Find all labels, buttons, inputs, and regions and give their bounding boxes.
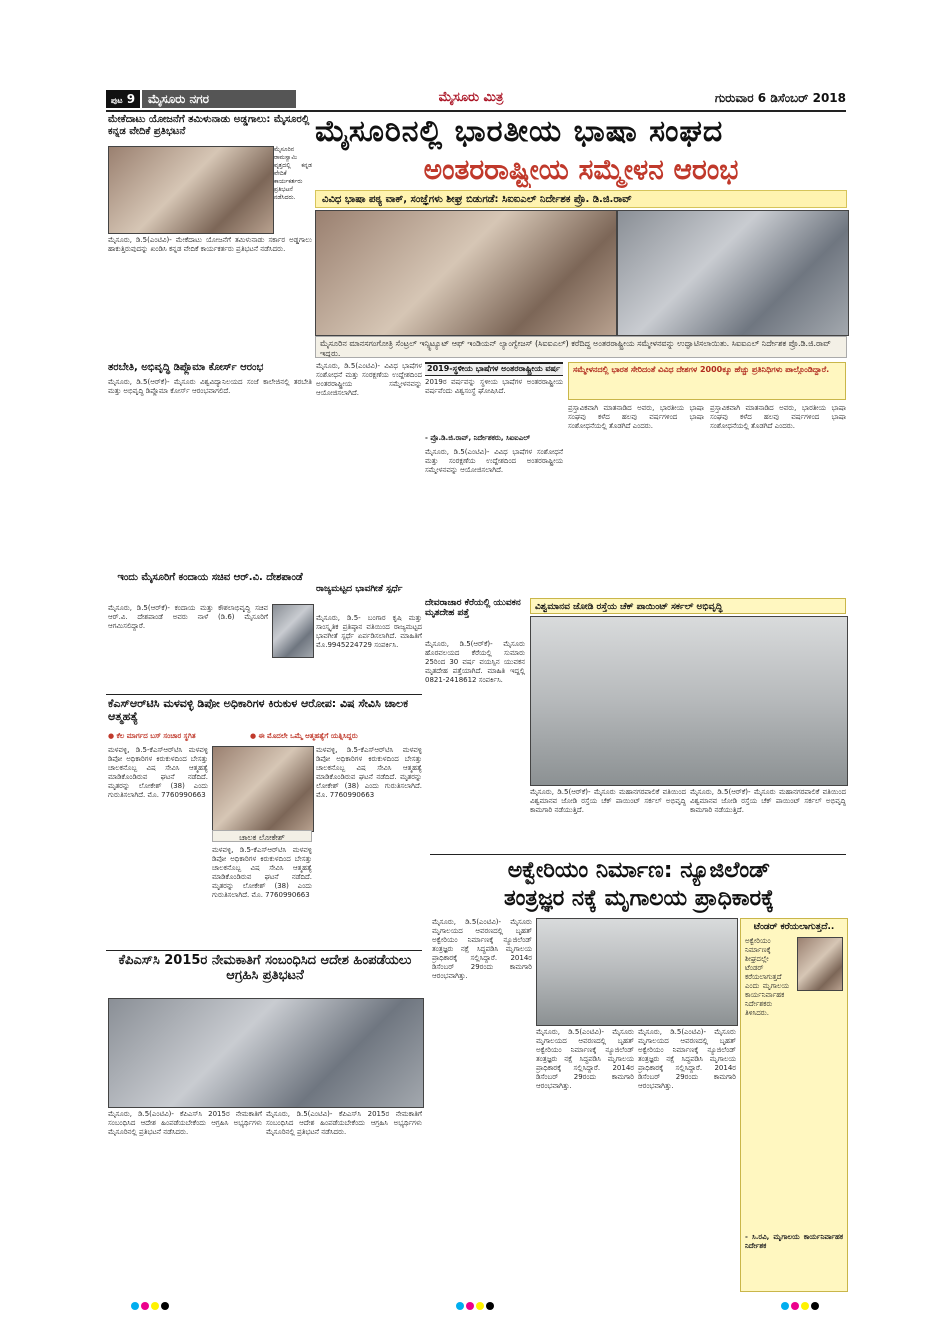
ksrtc-body-c: ಮಳವಳ್ಳಿ, ಡಿ.5-ಕೆಎಸ್‌ಆರ್‌ಟಿಸಿ ಮಳವಳ್ಳಿ ಡಿಪೋ ಅಧಿಕಾರಿಗಳ ಕಿರುಕುಳದಿಂದ ಬೇಸತ್ತು ಚಾಲಕನೊಬ್ಬ ವಿಷ ಸೇವಿಸಿ ಆತ್ಮಹತ್ಯೆ ಮಾಡಿಕೊಂಡಿರುವ ಘಟನೆ ನಡೆದಿದೆ. ಮೃತರನ್ನು ಲೋಕೇಶ್ (38) ಎಂದು ಗುರುತಿಸಲಾಗಿದೆ. ಮೊ. 7760990663 <box>316 746 422 799</box>
center-box-credit: - ಪ್ರೊ.ಡಿ.ಜಿ.ರಾವ್, ನಿರ್ದೇಶಕರು, ಸಿಐಐಎಲ್ <box>425 434 531 442</box>
aquarium-site-photo <box>536 918 738 1026</box>
masthead <box>106 88 846 112</box>
divider <box>106 950 422 951</box>
lead-caption: ಮೈಸೂರಿನ ಮಾನಸಗಂಗೋತ್ರಿ ಸೆಂಟ್ರಲ್ ಇನ್ಸ್ಟಿಟ್ಯೂಟ್ ಆಫ್ ಇಂಡಿಯನ್ ಲ್ಯಾಂಗ್ವೇಜಸ್ (ಸಿಐಐಎಲ್) ಕರೆದಿದ್ದ ಅಂತರರಾಷ್ಟ್ರೀಯ ಸಮ್ಮೇಳನವನ್ನು ಉದ್ಘಾಟಿಸಲಾಯಿತು. ಸಿಐಐಎಲ್ ನಿರ್ದೇಶಕ ಪ್ರೊ.ಡಿ.ಜಿ.ರಾವ್ ಇದ್ದರು. <box>315 336 847 358</box>
left-low-body: ಮೈಸೂರು, ಡಿ.5(ಆರ್‌ಕೆ)- ಕಂದಾಯ ಮತ್ತು ಕೌಶಲಾಭಿವೃದ್ಧಿ ಸಚಿವ ಆರ್.ವಿ. ದೇಶಪಾಂಡೆ ಅವರು ನಾಳೆ (ಡಿ.6) ಮೈಸೂರಿಗೆ ಆಗಮಿಸಲಿದ್ದಾರೆ. <box>108 604 268 630</box>
kpsc-body-a: ಮೈಸೂರು, ಡಿ.5(ಎಂಟಿವಿ)- ಕೆಪಿಎಸ್‌ಸಿ 2015ರ ನೇಮಕಾತಿಗೆ ಸಂಬಂಧಿಸಿದ ಆದೇಶ ಹಿಂಪಡೆಯಬೇಕೆಂದು ಆಗ್ರಹಿಸಿ ಅಭ್ಯರ್ಥಿಗಳು ಮೈಸೂರಿನಲ್ಲಿ ಪ್ರತಿಭಟನೆ ನಡೆಸಿದರು. <box>108 1110 262 1136</box>
checkpoint-body-a: ಮೈಸೂರು, ಡಿ.5(ಆರ್‌ಕೆ)- ಮೈಸೂರು ಮಹಾನಗರಪಾಲಿಕೆ ವತಿಯಿಂದ ವಿಶ್ವಮಾನವ ಜೋಡಿ ರಸ್ತೆಯ ಚೆಕ್ ಪಾಯಿಂಟ್ ಸರ್ಕಲ್ ಅಭಿವೃದ್ಧಿ ಕಾಮಗಾರಿ ನಡೆಯುತ್ತಿದೆ. <box>530 788 686 814</box>
rajya-headline: ರಾಜ್ಯಮಟ್ಟದ ಭಾವಗೀತೆ ಸ್ಪರ್ಧೆ <box>316 584 403 594</box>
left-top-headline: ಮೇಕೆದಾಟು ಯೋಜನೆಗೆ ತಮಿಳುನಾಡು ಅಡ್ಡಗಾಲು: ಮೈಸೂರಲ್ಲಿ ಕನ್ನಡ ವೇದಿಕೆ ಪ್ರತಿಭಟನೆ <box>108 114 310 137</box>
lead-headline-second: ಅಂತರರಾಷ್ಟ್ರೀಯ ಸಮ್ಮೇಳನ ಆರಂಭ <box>423 153 739 186</box>
lead-photo-inauguration <box>315 210 617 336</box>
rajya-body: ಮೈಸೂರು, ಡಿ.5- ಬಂಗಾರ ಕೃಷಿ ಮತ್ತು ಸಾಂಸ್ಕೃತಿಕ ಪ್ರತಿಷ್ಠಾನ ವತಿಯಿಂದ ರಾಜ್ಯಮಟ್ಟದ ಭಾವಗೀತೆ ಸ್ಪರ್ಧೆ ಏರ್ಪಡಿಸಲಾಗಿದೆ. ಮಾಹಿತಿಗೆ ಮೊ.9945224729 ಸಂಪರ್ಕಿಸಿ. <box>316 614 422 649</box>
center-box-body: 2019ರ ವರ್ಷವನ್ನು ಸ್ಥಳೀಯ ಭಾಷೆಗಳ ಅಂತರರಾಷ್ಟ್ರೀಯ ವರ್ಷವೆಂದು ವಿಶ್ವಸಂಸ್ಥೆ ಘೋಷಿಸಿದೆ. <box>425 378 563 395</box>
kpsc-protest-photo <box>108 998 424 1108</box>
center-box-title: 2019-ಸ್ಥಳೀಯ ಭಾಷೆಗಳ ಅಂತರರಾಷ್ಟ್ರೀಯ ವರ್ಷ <box>425 362 563 376</box>
left-mid-headline: ತರಬೇತಿ, ಅಭಿವೃದ್ಧಿ ಡಿಪ್ಲೊಮಾ ಕೋರ್ಸ್ ಆರಂಭ <box>108 362 264 373</box>
kpsc-headline: ಕೆಪಿಎಸ್‌ಸಿ 2015ರ ನೇಮಕಾತಿಗೆ ಸಂಬಂಧಿಸಿದ ಆದೇಶ ಹಿಂಪಡೆಯಲು ಆಗ್ರಹಿಸಿ ಪ್ರತಿಭಟನೆ <box>118 954 412 983</box>
divider <box>430 854 846 855</box>
checkpoint-headline: ವಿಶ್ವಮಾನವ ಜೋಡಿ ರಸ್ತೆಯ ಚೆಕ್ ಪಾಯಿಂಟ್ ಸರ್ಕಲ್ ಅಭಿವೃದ್ಧಿ <box>530 598 846 614</box>
ksrtc-driver-photo <box>212 746 314 832</box>
right-highlight: ಸಮ್ಮೇಳನದಲ್ಲಿ ಭಾರತ ಸೇರಿದಂತೆ ವಿವಿಧ ದೇಶಗಳ 2000ಕ್ಕೂ ಹೆಚ್ಚು ಪ್ರತಿನಿಧಿಗಳು ಪಾಲ್ಗೊಂಡಿದ್ದಾರೆ. <box>568 362 846 400</box>
center-left-body: ಮೈಸೂರು, ಡಿ.5(ಎಂಟಿವಿ)- ವಿವಿಧ ಭಾಷೆಗಳ ಸಂಶೋಧನೆ ಮತ್ತು ಸಂರಕ್ಷಣೆಯ ಉದ್ದೇಶದಿಂದ ಅಂತರರಾಷ್ಟ್ರೀಯ ಸಮ್ಮೇಳನವನ್ನು ಆಯೋಜಿಸಲಾಗಿದೆ. <box>316 362 422 397</box>
newspaper-name: ಮೈಸೂರು ಮಿತ್ರ <box>438 90 504 105</box>
tender-credit: - ಸಿ.ರವಿ, ಮೃಗಾಲಯ ಕಾರ್ಯನಿರ್ವಾಹಕ ನಿರ್ದೇಶಕ <box>745 1233 843 1251</box>
ksrtc-headline: ಕೆಎಸ್‌ಆರ್‌ಟಿಸಿ ಮಳವಳ್ಳಿ ಡಿಪೋ ಅಧಿಕಾರಿಗಳ ಕಿರುಕುಳ ಆರೋಪ: ವಿಷ ಸೇವಿಸಿ ಚಾಲಕ ಆತ್ಮಹತ್ಯೆ <box>108 698 409 723</box>
registration-marks <box>780 1302 820 1313</box>
registration-marks <box>130 1302 170 1313</box>
left-top-body: ಮೈಸೂರು, ಡಿ.5(ಎಂಟಿವಿ)- ಮೇಕೆದಾಟು ಯೋಜನೆಗೆ ತಮಿಳುನಾಡು ಸರ್ಕಾರ ಅಡ್ಡಗಾಲು ಹಾಕುತ್ತಿರುವುದನ್ನು ಖಂಡಿಸಿ ಕನ್ನಡ ವೇದಿಕೆ ಕಾರ್ಯಕರ್ತರು ಪ್ರತಿಭಟನೆ ನಡೆಸಿದರು. <box>108 236 312 253</box>
lead-photo-audience <box>617 210 849 336</box>
registration-marks <box>455 1302 495 1313</box>
ksrtc-body-b: ಮಳವಳ್ಳಿ, ಡಿ.5-ಕೆಎಸ್‌ಆರ್‌ಟಿಸಿ ಮಳವಳ್ಳಿ ಡಿಪೋ ಅಧಿಕಾರಿಗಳ ಕಿರುಕುಳದಿಂದ ಬೇಸತ್ತು ಚಾಲಕನೊಬ್ಬ ವಿಷ ಸೇವಿಸಿ ಆತ್ಮಹತ್ಯೆ ಮಾಡಿಕೊಂಡಿರುವ ಘಟನೆ ನಡೆದಿದೆ. ಮೃತರನ್ನು ಲೋಕೇಶ್ (38) ಎಂದು ಗುರುತಿಸಲಾಗಿದೆ. ಮೊ. 7760990663 <box>212 846 312 899</box>
tender-title: ಟೆಂಡರ್ ಕರೆಯಲಾಗುತ್ತದೆ.. <box>753 922 835 932</box>
page-number: ಪುಟ 9 <box>106 90 140 108</box>
right-body-b: ಪ್ರಸ್ತಾವಿಕವಾಗಿ ಮಾತನಾಡಿದ ಅವರು, ಭಾರತೀಯ ಭಾಷಾ ಸಂಘವು ಕಳೆದ ಹಲವು ವರ್ಷಗಳಿಂದ ಭಾಷಾ ಸಂಶೋಧನೆಯಲ್ಲಿ ತೊಡಗಿದೆ ಎಂದರು. <box>710 404 846 430</box>
officer-portrait <box>797 937 843 991</box>
ksrtc-photo-label: ಚಾಲಕ ಲೋಕೇಶ್ <box>212 830 312 842</box>
aquarium-body-c: ಮೈಸೂರು, ಡಿ.5(ಎಂಟಿವಿ)- ಮೈಸೂರು ಮೃಗಾಲಯದ ಆವರಣದಲ್ಲಿ ಬೃಹತ್ ಅಕ್ವೇರಿಯಂ ನಿರ್ಮಾಣಕ್ಕೆ ನ್ಯೂಜಿಲೆಂಡ್ ತಂತ್ರಜ್ಞರು ನಕ್ಷೆ ಸಿದ್ಧಪಡಿಸಿ ಮೃಗಾಲಯ ಪ್ರಾಧಿಕಾರಕ್ಕೆ ಸಲ್ಲಿಸಿದ್ದಾರೆ. 2014ರ ಡಿಸೆಂಬರ್ 29ರಂದು ಕಾಮಗಾರಿ ಆರಂಭವಾಗಿತ್ತು. <box>638 1028 736 1090</box>
left-mid-body: ಮೈಸೂರು, ಡಿ.5(ಆರ್‌ಕೆ)- ಮೈಸೂರು ವಿಶ್ವವಿದ್ಯಾನಿಲಯದ ಸಂಜೆ ಕಾಲೇಜಿನಲ್ಲಿ ತರಬೇತಿ ಮತ್ತು ಅಭಿವೃದ್ಧಿ ಡಿಪ್ಲೊಮಾ ಕೋರ್ಸ್ ಆರಂಭವಾಗಲಿದೆ. <box>108 378 312 395</box>
aquarium-headline-second: ತಂತ್ರಜ್ಞರ ನಕ್ಕೆ ಮೃಗಾಲಯ ಪ್ರಾಧಿಕಾರಕ್ಕೆ <box>504 886 774 911</box>
section-title: ಮೈಸೂರು ನಗರ <box>142 90 296 108</box>
aquarium-body-b: ಮೈಸೂರು, ಡಿ.5(ಎಂಟಿವಿ)- ಮೈಸೂರು ಮೃಗಾಲಯದ ಆವರಣದಲ್ಲಿ ಬೃಹತ್ ಅಕ್ವೇರಿಯಂ ನಿರ್ಮಾಣಕ್ಕೆ ನ್ಯೂಜಿಲೆಂಡ್ ತಂತ್ರಜ್ಞರು ನಕ್ಷೆ ಸಿದ್ಧಪಡಿಸಿ ಮೃಗಾಲಯ ಪ್ರಾಧಿಕಾರಕ್ಕೆ ಸಲ್ಲಿಸಿದ್ದಾರೆ. 2014ರ ಡಿಸೆಂಬರ್ 29ರಂದು ಕಾಮಗಾರಿ ಆರಂಭವಾಗಿತ್ತು. <box>536 1028 634 1090</box>
aquarium-body-a: ಮೈಸೂರು, ಡಿ.5(ಎಂಟಿವಿ)- ಮೈಸೂರು ಮೃಗಾಲಯದ ಆವರಣದಲ್ಲಿ ಬೃಹತ್ ಅಕ್ವೇರಿಯಂ ನಿರ್ಮಾಣಕ್ಕೆ ನ್ಯೂಜಿಲೆಂಡ್ ತಂತ್ರಜ್ಞರು ನಕ್ಷೆ ಸಿದ್ಧಪಡಿಸಿ ಮೃಗಾಲಯ ಪ್ರಾಧಿಕಾರಕ್ಕೆ ಸಲ್ಲಿಸಿದ್ದಾರೆ. 2014ರ ಡಿಸೆಂಬರ್ 29ರಂದು ಕಾಮಗಾರಿ ಆರಂಭವಾಗಿತ್ತು. <box>432 918 532 980</box>
checkpoint-photo <box>530 616 848 786</box>
left-low-headline: ಇಂದು ಮೈಸೂರಿಗೆ ಕಂದಾಯ ಸಚಿವ ಆರ್.ವಿ. ದೇಶಪಾಂಡೆ <box>117 572 303 583</box>
checkpoint-body-b: ಮೈಸೂರು, ಡಿ.5(ಆರ್‌ಕೆ)- ಮೈಸೂರು ಮಹಾನಗರಪಾಲಿಕೆ ವತಿಯಿಂದ ವಿಶ್ವಮಾನವ ಜೋಡಿ ರಸ್ತೆಯ ಚೆಕ್ ಪಾಯಿಂಟ್ ಸರ್ಕಲ್ ಅಭಿವೃದ್ಧಿ ಕಾಮಗಾರಿ ನಡೆಯುತ್ತಿದೆ. <box>690 788 846 814</box>
center-right-body: ಮೈಸೂರು, ಡಿ.5(ಎಂಟಿವಿ)- ವಿವಿಧ ಭಾಷೆಗಳ ಸಂಶೋಧನೆ ಮತ್ತು ಸಂರಕ್ಷಣೆಯ ಉದ್ದೇಶದಿಂದ ಅಂತರರಾಷ್ಟ್ರೀಯ ಸಮ್ಮೇಳನವನ್ನು ಆಯೋಜಿಸಲಾಗಿದೆ. <box>425 448 563 474</box>
aquarium-headline: ಅಕ್ವೇರಿಯಂ ನಿರ್ಮಾಣ: ನ್ಯೂಜಿಲೆಂಡ್ <box>507 858 771 883</box>
minister-portrait <box>272 604 314 658</box>
devaraja-headline: ದೇವರಾಜಾರ ಕೆರೆಯಲ್ಲಿ ಯುವಕನ ಮೃತದೇಹ ಪತ್ತೆ <box>425 598 521 619</box>
ksrtc-body-a: ಮಳವಳ್ಳಿ, ಡಿ.5-ಕೆಎಸ್‌ಆರ್‌ಟಿಸಿ ಮಳವಳ್ಳಿ ಡಿಪೋ ಅಧಿಕಾರಿಗಳ ಕಿರುಕುಳದಿಂದ ಬೇಸತ್ತು ಚಾಲಕನೊಬ್ಬ ವಿಷ ಸೇವಿಸಿ ಆತ್ಮಹತ್ಯೆ ಮಾಡಿಕೊಂಡಿರುವ ಘಟನೆ ನಡೆದಿದೆ. ಮೃತರನ್ನು ಲೋಕೇಶ್ (38) ಎಂದು ಗುರುತಿಸಲಾಗಿದೆ. ಮೊ. 7760990663 <box>108 746 208 799</box>
tender-body: ಅಕ್ವೇರಿಯಂ ನಿರ್ಮಾಣಕ್ಕೆ ಶೀಘ್ರದಲ್ಲೇ ಟೆಂಡರ್ ಕರೆಯಲಾಗುತ್ತದೆ ಎಂದು ಮೃಗಾಲಯ ಕಾರ್ಯನಿರ್ವಾಹಕ ನಿರ್ದೇಶಕರು ತಿಳಿಸಿದರು. <box>745 937 789 1018</box>
left-top-photo <box>108 146 274 234</box>
left-top-photo-caption: ಮೈಸೂರಿನ ರಾಮಸ್ವಾಮಿ ವೃತ್ತದಲ್ಲಿ ಕನ್ನಡ ವೇದಿಕೆ ಕಾರ್ಯಕರ್ತರು ಪ್ರತಿಭಟನೆ ನಡೆಸಿದರು. <box>274 146 312 201</box>
devaraja-body: ಮೈಸೂರು, ಡಿ.5(ಆರ್‌ಕೆ)- ಮೈಸೂರು ಹೊರವಲಯದ ಕೆರೆಯಲ್ಲಿ ಸುಮಾರು 25ರಿಂದ 30 ವರ್ಷ ವಯಸ್ಸಿನ ಯುವಕನ ಮೃತದೇಹ ಪತ್ತೆಯಾಗಿದೆ. ಮಾಹಿತಿ ಇದ್ದಲ್ಲಿ 0821-2418612 ಸಂಪರ್ಕಿಸಿ. <box>425 640 525 684</box>
right-body-a: ಪ್ರಸ್ತಾವಿಕವಾಗಿ ಮಾತನಾಡಿದ ಅವರು, ಭಾರತೀಯ ಭಾಷಾ ಸಂಘವು ಕಳೆದ ಹಲವು ವರ್ಷಗಳಿಂದ ಭಾಷಾ ಸಂಶೋಧನೆಯಲ್ಲಿ ತೊಡಗಿದೆ ಎಂದರು. <box>568 404 704 430</box>
ksrtc-sub1: ● ಕೆಲ ಮಾರ್ಗದ ಬಸ್ ಸಂಚಾರ ಸ್ಥಗಿತ <box>108 732 196 740</box>
ksrtc-sub2: ● ಈ ಮೊದಲೇ ಒಮ್ಮೆ ಆತ್ಮಹತ್ಯೆಗೆ ಯತ್ನಿಸಿದ್ದರು <box>250 732 358 740</box>
kpsc-body-b: ಮೈಸೂರು, ಡಿ.5(ಎಂಟಿವಿ)- ಕೆಪಿಎಸ್‌ಸಿ 2015ರ ನೇಮಕಾತಿಗೆ ಸಂಬಂಧಿಸಿದ ಆದೇಶ ಹಿಂಪಡೆಯಬೇಕೆಂದು ಆಗ್ರಹಿಸಿ ಅಭ್ಯರ್ಥಿಗಳು ಮೈಸೂರಿನಲ್ಲಿ ಪ್ರತಿಭಟನೆ ನಡೆಸಿದರು. <box>266 1110 422 1136</box>
divider <box>106 694 422 695</box>
issue-date: ಗುರುವಾರ 6 ಡಿಸೆಂಬರ್ 2018 <box>714 91 846 105</box>
lead-headline: ಮೈಸೂರಿನಲ್ಲಿ ಭಾರತೀಯ ಭಾಷಾ ಸಂಘದ <box>315 114 724 149</box>
tender-box <box>740 918 848 1292</box>
lead-subhead: ವಿವಿಧ ಭಾಷಾ ಪಠ್ಯ ವಾಕ್, ಸಂಜ್ಞೆಗಳು ಶೀಘ್ರ ಬಿಡುಗಡೆ: ಸಿಐಐಎಲ್ ನಿರ್ದೇಶಕ ಪ್ರೊ. ಡಿ.ಜಿ.ರಾವ್ <box>315 190 847 208</box>
